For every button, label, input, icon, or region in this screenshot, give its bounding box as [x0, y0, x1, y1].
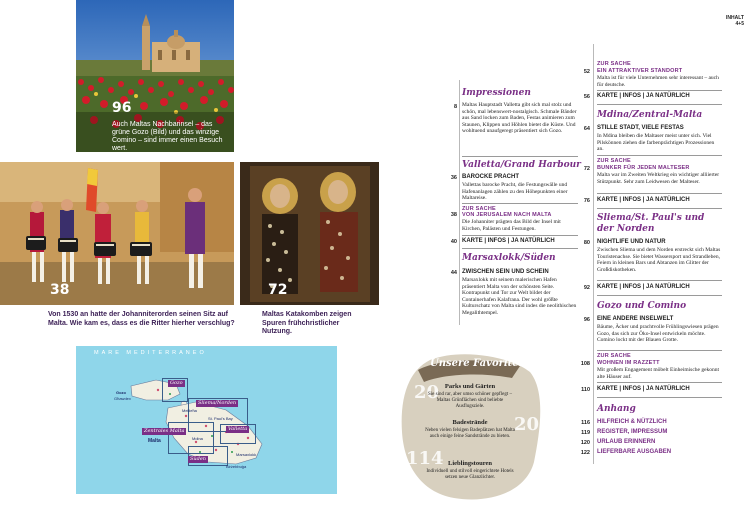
favorite-body-2: Neben vielen felsigen Badeplätzen hat Malta auch einige feine Sandstrände zu bieten.: [425, 428, 515, 439]
zur-sache-label: ZUR SACHE: [597, 158, 631, 164]
column-divider-2: [593, 44, 594, 464]
favorite-number-3: 114: [406, 448, 444, 469]
divider: [597, 90, 722, 91]
map-label-gozo: Gozo: [116, 390, 126, 395]
divider: [597, 280, 722, 281]
divider: [597, 193, 722, 194]
toc-entry-title[interactable]: KARTE | INFOS | JA NATÜRLICH: [597, 386, 690, 392]
section-heading-marsaxlokk: Marsaxlokk/Süden: [462, 253, 556, 263]
divider: [597, 350, 722, 351]
toc-entry-body: Die Johanniter prägten das Bild der Insel mit Kirchen, Palästen und Festungen.: [462, 219, 561, 232]
toc-entry-body: Mit großem Engagement möbelt Einheimische gekonnt alte Häuser auf.: [597, 367, 720, 380]
divider: [462, 235, 578, 236]
favorite-body-3: Individuell und stilvoll eingerichtete Hotels setzen neue Glanzlichter.: [426, 469, 514, 480]
page-number: 110: [581, 387, 590, 393]
favorite-title-3[interactable]: Lieblingstouren: [448, 460, 492, 467]
toc-anhang-item[interactable]: LIEFERBARE AUSGABEN: [597, 449, 672, 455]
page-number: 92: [583, 285, 590, 291]
page-number: 64: [583, 126, 590, 132]
section-heading-gozo: Gozo und Comino: [597, 301, 687, 311]
section-body-impressionen: Maltas Hauptstadt Valletta gibt sich mal stolz und schön, mal lebenswert-nostalgisch. Schmale Bänder aus Sand locken zum Baden, Festas animieren zum Staunen, Klippen und Höhlen bietet die Küste. Und wohltuend unaufgeregt präsentiert sich Gozo.: [462, 102, 577, 135]
toc-entry-title[interactable]: ZWISCHEN SEIN UND SCHEIN: [462, 269, 549, 275]
favorite-title-1[interactable]: Parks und Gärten: [444, 383, 496, 390]
zur-sache-title[interactable]: VON JERUSALEM NACH MALTA: [462, 212, 552, 218]
divider: [597, 155, 722, 156]
divider: [597, 104, 722, 105]
favorite-number-1: 20: [414, 382, 440, 403]
photo-number-38: 38: [50, 282, 70, 298]
inhalt-header: [726, 15, 744, 27]
toc-entry-body: Marsaxlokk mit seinem malerischen Hafen präsentiert Malta von der schönsten Seite. Kontrapunkt und Tor zur Welt bildet der Containerhafen Kalafrana. Der wohl größte Kulturschatz von Malta sind indes die neolithischen Megalithtempel.: [462, 277, 577, 316]
zur-sache-label: ZUR SACHE: [597, 353, 631, 359]
column-divider-1: [459, 80, 460, 325]
favorites-heading: Unsere Favoriten: [430, 358, 526, 369]
toc-entry-title[interactable]: EINE ANDERE INSELWELT: [597, 316, 674, 322]
page-number: 8: [453, 104, 457, 110]
inhalt-label: INHALT: [726, 15, 744, 21]
zur-sache-title[interactable]: BUNKER FÜR JEDEN MALTESER: [597, 165, 690, 171]
map-label-malta: Malta: [148, 438, 161, 444]
toc-anhang-item[interactable]: URLAUB ERINNERN: [597, 439, 656, 445]
map-tag-valletta[interactable]: Valletta: [228, 426, 248, 432]
overview-map[interactable]: [76, 346, 337, 494]
map-tag-gozo[interactable]: Gozo: [170, 380, 183, 386]
page-number: 119: [581, 430, 590, 436]
zur-sache-title[interactable]: EIN ATTRAKTIVER STANDORT: [597, 68, 683, 74]
divider: [597, 397, 722, 398]
map-tag-zentral[interactable]: Zentrales Malta: [144, 428, 185, 434]
page-number: 38: [450, 212, 457, 218]
photo-number-96: 96: [112, 100, 132, 116]
section-heading-sliema: Sliema/St. Paul's und der Norden: [597, 213, 705, 234]
page-number: 36: [450, 175, 457, 181]
knights-parade-image: [0, 162, 234, 305]
zur-sache-title[interactable]: WOHNEN IM RAZZETT: [597, 360, 660, 366]
caption-72: Maltas Katakomben zeigen Spuren frühchristlicher Nutzung.: [262, 311, 352, 335]
page-number: 76: [583, 198, 590, 204]
favorite-title-2[interactable]: Badestrände: [452, 419, 488, 426]
zur-sache-label: ZUR SACHE: [462, 206, 496, 212]
page-number: 56: [583, 94, 590, 100]
toc-entry-title[interactable]: KARTE | INFOS | JA NATÜRLICH: [597, 93, 690, 99]
page-number: 72: [583, 166, 590, 172]
divider: [462, 203, 578, 204]
page-number: 52: [583, 69, 590, 75]
section-heading-valletta: Valletta/Grand Harbour: [462, 160, 581, 170]
page-number: 80: [583, 240, 590, 246]
page-number: 122: [580, 450, 590, 456]
map-label-ghawdex: Għawdex: [114, 396, 131, 401]
photo-number-72: 72: [268, 282, 288, 298]
favorite-number-2: 20: [514, 414, 540, 435]
toc-entry-title[interactable]: NIGHTLIFE UND NATUR: [597, 239, 666, 245]
toc-anhang-item[interactable]: HILFREICH & NÜTZLICH: [597, 419, 667, 425]
map-tag-sueden[interactable]: Süden: [190, 456, 207, 462]
page-number: 96: [583, 317, 590, 323]
divider: [597, 295, 722, 296]
divider: [597, 382, 722, 383]
page-number: 44: [450, 270, 457, 276]
page-number: 120: [580, 440, 590, 446]
section-heading-impressionen: Impressionen: [462, 88, 531, 98]
inhalt-pages: 4+5: [735, 21, 744, 27]
map-sea-label: MARE MEDITERRANEO: [94, 350, 207, 356]
page-number: 108: [580, 361, 590, 367]
toc-entry-title[interactable]: KARTE | INFOS | JA NATÜRLICH: [597, 284, 690, 290]
toc-entry-body: Malta war im Zweiten Weltkrieg ein wichtiger alliierter Stützpunkt. Sehr zum Leidwesen der Malteser.: [597, 172, 720, 185]
divider: [462, 156, 578, 157]
toc-entry-body: Zwischen Sliema und dem Norden erstreckt sich Maltas Touristenachse. Sie bietet Wassersport und Strandleben, Feiern in kleinen Bars und Abtanzen im Glitter der Großdiskotheken.: [597, 247, 721, 273]
photo-caption-96: Auch Maltas Nachbarinsel – das grüne Gozo (Bild) und das winzige Comino – sind immer einen Besuch wert.: [112, 121, 223, 152]
catacomb-fresco-image: [240, 162, 379, 305]
photo-knights-parade: [0, 162, 234, 305]
toc-entry-body: Vallettas barocke Pracht, die Festungswälle und Hafenanlagen zählen zu den Höhepunkten einer Maltareise.: [462, 182, 568, 202]
caption-38: Von 1530 an hatte der Johanniterorden seinen Sitz auf Malta. Wie kam es, dass es die Ritter hierher verschlug?: [48, 311, 235, 327]
divider: [462, 248, 578, 249]
toc-anhang-item[interactable]: REGISTER, IMPRESSUM: [597, 429, 668, 435]
toc-entry-title[interactable]: KARTE | INFOS | JA NATÜRLICH: [597, 197, 690, 203]
toc-entry-title[interactable]: STILLE STADT, VIELE FESTAS: [597, 125, 684, 131]
toc-entry-body: Malta ist für viele Unternehmen sehr interessant – auch für deutsche.: [597, 75, 719, 88]
map-tag-sliema[interactable]: Sliema/Norden: [198, 400, 237, 406]
toc-entry-body: In Mdina bleiben die Maltaser meist unter sich. Viel Pilskönnen ziehen die farbenprächtigen Prozessionen an.: [597, 133, 715, 153]
page-number: 116: [581, 420, 590, 426]
map-label-mdina: Mdina: [192, 436, 203, 441]
page-number: 40: [450, 239, 457, 245]
toc-entry-title[interactable]: BAROCKE PRACHT: [462, 174, 519, 180]
divider: [597, 208, 722, 209]
toc-entry-title[interactable]: KARTE | INFOS | JA NATÜRLICH: [462, 238, 555, 244]
toc-entry-body: Bäume, Äcker und prachtvolle Frühlingswiesen prägen Gozo, das sich zur Öko-Insel entwickeln möchte. Comino lockt mit der Blauen Grotte.: [597, 324, 719, 344]
favorite-body-1: Sie sind rar, aber umso schöner gepflegt – Maltas Grünflächen sind beliebte Ausflugsziele.: [428, 392, 512, 409]
map-label-marsaxlokk: Marsaxlokk: [236, 452, 257, 457]
map-label-mellieha: Mellieħa: [182, 408, 197, 413]
photo-catacomb-fresco: [240, 162, 379, 305]
section-heading-anhang: Anhang: [597, 404, 636, 414]
section-heading-mdina: Mdina/Zentral-Malta: [597, 110, 703, 120]
map-label-st-pauls-bay: St. Paul's Bay: [208, 416, 233, 421]
map-label-birzebbuga: Birżebbuġa: [226, 464, 247, 469]
zur-sache-label: ZUR SACHE: [597, 61, 631, 67]
